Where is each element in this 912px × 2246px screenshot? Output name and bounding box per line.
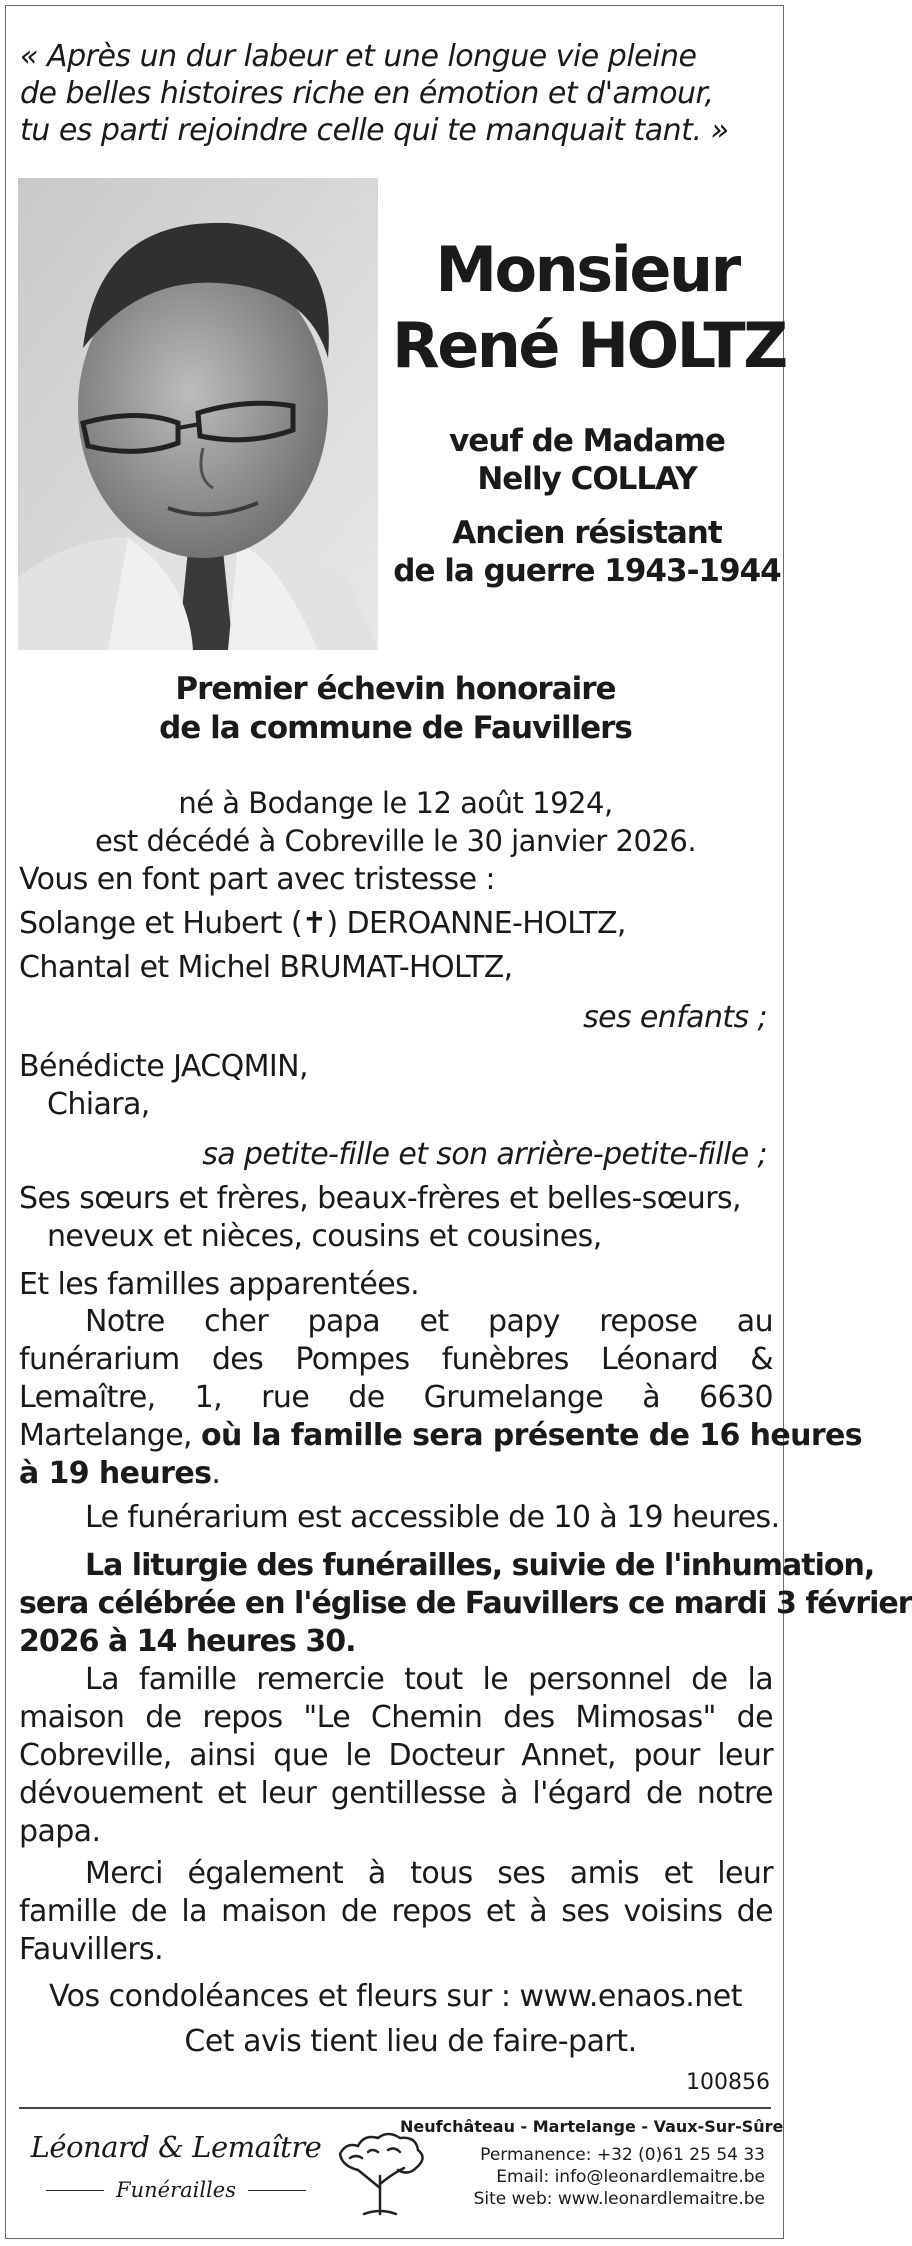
title-line: de la commune de Fauvillers xyxy=(159,710,632,746)
birth-death-dates xyxy=(0,784,791,860)
epitaph-quote xyxy=(20,38,760,149)
condolences-line: Vos condoléances et fleurs sur : www.enaos.net xyxy=(48,1979,743,2014)
paragraph-line: Lemaître, 1, rue de Grumelange à 6630 xyxy=(19,1380,773,1415)
paragraph-line: Fauvillers. xyxy=(19,1932,164,1967)
birth-line: né à Bodange le 12 août 1924, xyxy=(178,786,613,820)
footer-divider xyxy=(19,2107,771,2109)
deceased-name-block xyxy=(392,232,786,590)
funerarium-paragraph xyxy=(19,1303,863,1493)
grandchildren-label: sa petite-fille et son arrière-petite-fille ; xyxy=(202,1137,767,1172)
paragraph-text: Martelange, xyxy=(19,1418,201,1453)
paragraph-bold: où la famille sera présente de 16 heures xyxy=(200,1418,863,1453)
quote-line: de belles histoires riche en émotion et d'amour, xyxy=(20,76,714,111)
death-line: est décédé à Cobreville le 30 janvier 2026. xyxy=(94,824,697,858)
title-line: Premier échevin honoraire xyxy=(175,671,616,707)
liturgy-line: 2026 à 14 heures 30. xyxy=(19,1624,356,1659)
website-line: Site web: www.leonardlemaitre.be xyxy=(473,2189,765,2209)
widower-line: veuf de Madame xyxy=(449,423,725,459)
brand-subtitle: Funérailles xyxy=(116,2178,236,2202)
locations: Neufchâteau - Martelange - Vaux-Sur-Sûre xyxy=(400,2117,784,2136)
widower-name: Nelly COLLAY xyxy=(477,461,697,497)
rule-left xyxy=(46,2190,104,2191)
deceased-name: René HOLTZ xyxy=(392,309,786,382)
children-label: ses enfants ; xyxy=(583,1000,767,1035)
paragraph-line: La famille remercie tout le personnel de la xyxy=(85,1662,773,1697)
paragraph-line: Merci également à tous ses amis et leur xyxy=(85,1856,773,1891)
quote-line: « Après un dur labeur et une longue vie pleine xyxy=(20,39,697,74)
phone-line: Permanence: +32 (0)61 25 54 33 xyxy=(480,2145,765,2165)
families-line: Et les familles apparentées. xyxy=(19,1267,420,1302)
resistance-line: Ancien résistant xyxy=(452,515,722,551)
brand-name: Léonard & Lemaître xyxy=(30,2130,322,2164)
liturgy-line: sera célébrée en l'église de Fauvillers ce mardi 3 février xyxy=(19,1586,912,1621)
paragraph-line: Cobreville, ainsi que le Docteur Annet, pour leur xyxy=(19,1738,773,1773)
family-announcement xyxy=(19,861,773,1304)
paragraph-line: famille de la maison de repos et à ses voisins de xyxy=(19,1894,773,1929)
funeral-home-logo xyxy=(28,2130,324,2202)
quote-line: tu es parti rejoindre celle qui te manquait tant. » xyxy=(20,113,729,148)
grandchild-line: Chiara, xyxy=(47,1087,150,1122)
paragraph-line: dévouement et leur gentillesse à l'égard de notre xyxy=(19,1776,773,1811)
rule-right xyxy=(248,2190,306,2191)
siblings-line: neveux et nièces, cousins et cousines, xyxy=(47,1219,602,1254)
liturgy-paragraph xyxy=(19,1547,912,1661)
honorary-title xyxy=(0,670,791,748)
grandchild-line: Bénédicte JACQMIN, xyxy=(19,1049,308,1084)
honorific: Monsieur xyxy=(435,233,739,306)
reference-number: 100856 xyxy=(686,2070,770,2095)
paragraph-line: maison de repos "Le Chemin des Mimosas" de xyxy=(19,1700,773,1735)
thanks-friends-paragraph xyxy=(19,1855,773,1969)
paragraph-line: funérarium des Pompes funèbres Léonard & xyxy=(19,1342,773,1377)
liturgy-line: La liturgie des funérailles, suivie de l'inhumation, xyxy=(85,1548,875,1583)
portrait-photo xyxy=(18,178,378,650)
announce-line: Vous en font part avec tristesse : xyxy=(19,862,495,897)
paragraph-bold: à 19 heures xyxy=(19,1456,212,1491)
child-line: Chantal et Michel BRUMAT-HOLTZ, xyxy=(19,950,513,985)
email-line: Email: info@leonardlemaitre.be xyxy=(496,2167,765,2187)
opening-hours-line: Le funérarium est accessible de 10 à 19 heures. xyxy=(85,1500,780,1535)
opening-hours xyxy=(19,1499,780,1537)
paragraph-text: . xyxy=(211,1456,221,1491)
paragraph-line: papa. xyxy=(19,1814,101,1849)
resistance-years: de la guerre 1943-1944 xyxy=(393,553,781,589)
child-line: Solange et Hubert (✝) DEROANNE-HOLTZ, xyxy=(19,906,626,941)
siblings-line: Ses sœurs et frères, beaux-frères et belles-sœurs, xyxy=(19,1181,741,1216)
funeral-home-contact xyxy=(400,2116,784,2210)
paragraph-line: Notre cher papa et papy repose au xyxy=(85,1304,773,1339)
notice-line: Cet avis tient lieu de faire-part. xyxy=(184,2024,637,2059)
thanks-paragraph xyxy=(19,1661,773,1851)
